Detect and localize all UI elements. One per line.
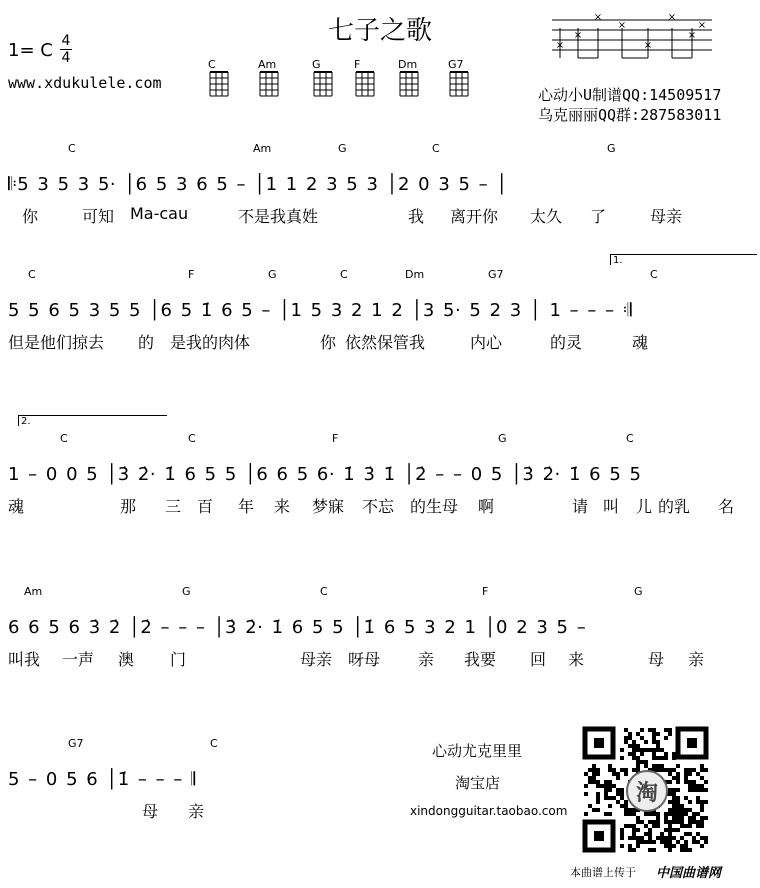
chord-symbol: G [338, 142, 347, 155]
svg-text:×: × [697, 20, 707, 31]
lyric-word: 来 [274, 497, 291, 516]
arranger-credit: 心动小U制谱QQ:14509517 [538, 86, 722, 104]
chord-symbol: C [432, 142, 440, 155]
chord-symbol: G7 [68, 737, 84, 750]
notation-line: 5 5 6 5 3 5 5 │6 5 1̇ 6 5 – │1 5 3 2 1 2 │3 5· 5 2 3 │ 1 – – – 𝄇 [8, 300, 633, 321]
chord-symbol: G [498, 432, 507, 445]
taobao-badge: 淘 [636, 781, 659, 806]
lyric-word: 亲 [188, 802, 205, 821]
lyric-word: 三 [165, 497, 182, 516]
chord-diagram-label: Am [258, 58, 277, 71]
chord-symbol: C [188, 432, 196, 445]
svg-text:×: × [617, 20, 627, 31]
chord-grid-icon [354, 70, 376, 98]
lyric-word: 叫我 [8, 650, 41, 669]
lyric-word: 的灵 [550, 333, 583, 352]
chord-symbol: C [650, 268, 658, 281]
svg-text:×: × [593, 12, 603, 23]
chord-symbol: F [332, 432, 339, 445]
notation-line: 5 – 0 5 6 │1̇ – – – 𝄂 [8, 769, 196, 790]
volta-bracket: 1. [610, 254, 757, 265]
lyric-word: 内心 [470, 333, 503, 352]
lyric-word: 不忘 [362, 497, 395, 516]
lyric-word: Ma-cau [130, 204, 189, 223]
chord-grid-icon [398, 70, 420, 98]
lyric-word: 母亲 [300, 650, 333, 669]
lyric-word: 不是我真姓 [238, 207, 319, 226]
notation-line: 1 – 0 0 5 │3̇ 2̇· 1̇ 6 5 5 │6 6 5 6· 1̇ 3̇ 1̇ │2̇ – – 0 5 │3̇ 2̇· 1̇ 6 5 5 [8, 464, 642, 485]
chord-symbol: C [210, 737, 218, 750]
chord-diagram-label: G [312, 58, 321, 71]
store-url[interactable]: xindongguitar.taobao.com [410, 804, 568, 818]
lyric-word: 的 [138, 333, 155, 352]
lyric-word: 名 [718, 497, 735, 516]
chord-symbol: Am [24, 585, 43, 598]
lyric-word: 但是他们掠去 [8, 333, 105, 352]
lyric-word: 啊 [478, 497, 495, 516]
lyric-word: 我要 [464, 650, 497, 669]
lyric-word: 母 [648, 650, 665, 669]
time-sig-bottom: 4 [61, 50, 71, 66]
lyric-word: 是我的肉体 [170, 333, 251, 352]
notation-line: 6 6 5 6 3̇ 2̇ │2̇ – – – │3̇ 2̇· 1̇ 6 5 5 │1̇ 6 5 3 2 1 │0 2 3 5 – [8, 617, 587, 638]
chord-symbol: C [68, 142, 76, 155]
song-title: 七子之歌 [327, 16, 432, 46]
chord-symbol: G [607, 142, 616, 155]
lyric-word: 梦寐 [312, 497, 345, 516]
lyric-word: 澳 [118, 650, 135, 669]
lyric-word: 了 [590, 207, 607, 226]
lyric-word: 母 [142, 802, 159, 821]
lyric-word: 依然保管我 [345, 333, 426, 352]
store-type: 淘宝店 [455, 774, 501, 792]
upload-note: 本曲谱上传于 [570, 866, 636, 879]
chord-symbol: Dm [405, 268, 425, 281]
store-name: 心动尤克里里 [432, 742, 523, 760]
site-logo[interactable]: 中国曲谱网 [656, 866, 722, 881]
chord-symbol: G [634, 585, 643, 598]
chord-grid-icon [448, 70, 470, 98]
lyric-word: 的乳 [658, 497, 691, 516]
notation-line: 𝄆5 3 5 3 5· │6 5 3 6 5 – │1 1 2 3 5 3 │2 0 3 5 – │ [8, 174, 508, 195]
lyric-word: 请 [572, 497, 589, 516]
lyric-word: 你 [22, 207, 39, 226]
lyric-word: 呀母 [348, 650, 381, 669]
svg-text:×: × [555, 40, 565, 51]
lyric-word: 魂 [8, 497, 25, 516]
lyric-word: 叫 [603, 497, 620, 516]
lyric-word: 回 [530, 650, 547, 669]
chord-diagram-label: Dm [398, 58, 418, 71]
chord-symbol: Am [253, 142, 272, 155]
chord-grid-icon [312, 70, 334, 98]
lyric-word: 亲 [418, 650, 435, 669]
time-sig-top: 4 [61, 33, 71, 49]
lyric-word: 来 [568, 650, 585, 669]
chord-symbol: C [626, 432, 634, 445]
chord-symbol: G [182, 585, 191, 598]
lyric-word: 你 [320, 333, 337, 352]
time-signature [60, 34, 72, 65]
lyric-word: 百 [197, 497, 214, 516]
chord-symbol: C [340, 268, 348, 281]
svg-text:×: × [667, 12, 677, 23]
key-signature: 1= C [8, 40, 53, 61]
lyric-word: 太久 [530, 207, 563, 226]
lyric-word: 那 [120, 497, 137, 516]
lyric-word: 一声 [62, 650, 95, 669]
chord-grid-icon [258, 70, 280, 98]
chord-symbol: F [188, 268, 195, 281]
chord-diagram-label: F [354, 58, 361, 71]
svg-text:×: × [573, 30, 583, 41]
lyric-word: 儿 [636, 497, 653, 516]
chord-symbol: F [482, 585, 489, 598]
lyric-word: 离开你 [450, 207, 499, 226]
svg-text:×: × [643, 40, 653, 51]
lyric-word: 年 [238, 497, 255, 516]
chord-symbol: G7 [488, 268, 504, 281]
lyric-word: 魂 [632, 333, 649, 352]
lyric-word: 可知 [82, 207, 115, 226]
chord-symbol: C [320, 585, 328, 598]
lyric-word: 母亲 [650, 207, 683, 226]
chord-grid-icon [208, 70, 230, 98]
chord-symbol: C [28, 268, 36, 281]
chord-diagram-label: C [208, 58, 216, 71]
chord-symbol: G [268, 268, 277, 281]
lyric-word: 我 [408, 207, 425, 226]
svg-text:×: × [687, 30, 697, 41]
chord-symbol: C [60, 432, 68, 445]
lyric-word: 的生母 [410, 497, 459, 516]
lyric-word: 门 [170, 650, 187, 669]
volta-bracket: 2. [18, 415, 167, 426]
website-label: www.xdukulele.com [8, 74, 162, 92]
group-credit: 乌克丽丽QQ群:287583011 [538, 106, 722, 124]
chord-diagram-label: G7 [448, 58, 464, 71]
lyric-word: 亲 [688, 650, 705, 669]
strum-pattern-icon [552, 12, 712, 62]
